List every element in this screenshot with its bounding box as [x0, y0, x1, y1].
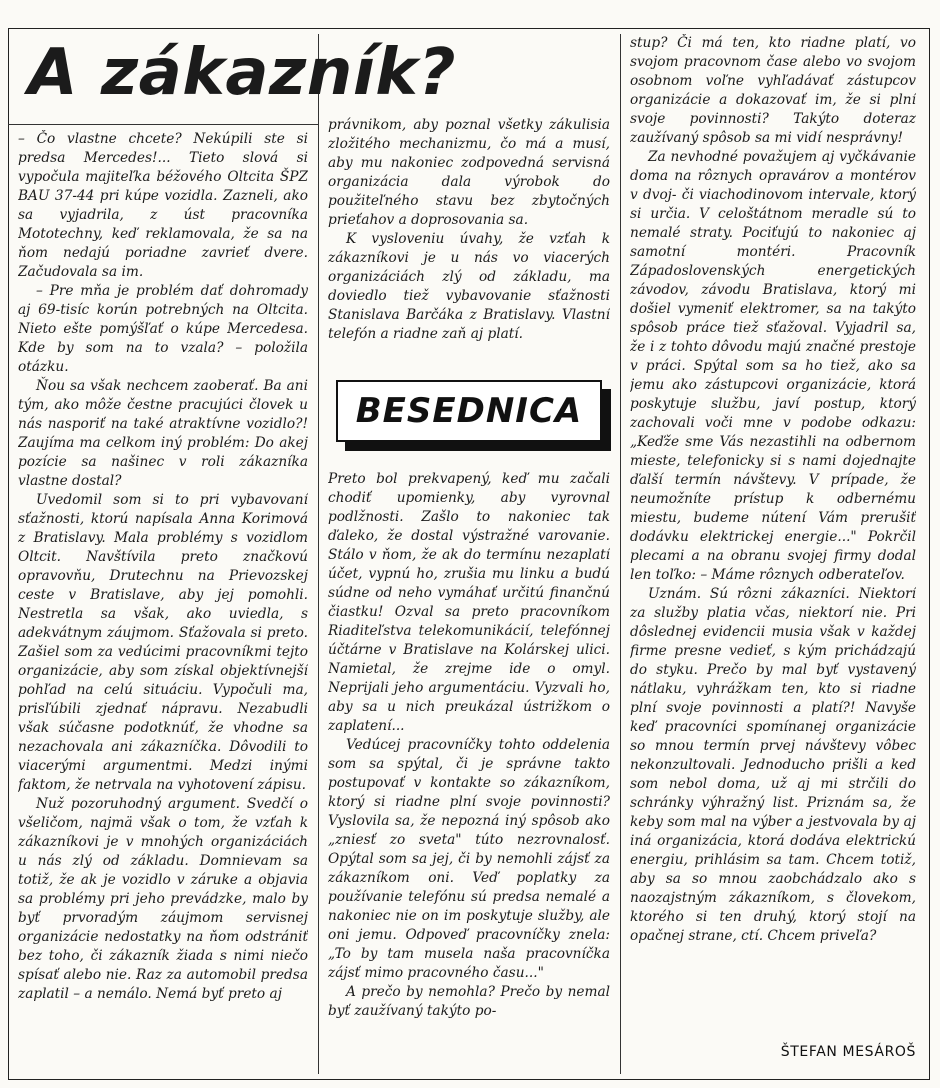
- paragraph: stup? Či má ten, kto riadne platí, vo svojom pracovnom čase alebo vo svojom osobnom voľne vyhľadávať zástupcov organizácie a dokazovať im, že si plní svoje povinnosti? Takýto doteraz zaužívaný spôsob sa mi vidí nesprávny!: [630, 35, 916, 146]
- column-2-bottom: [328, 470, 610, 1070]
- paragraph: Ňou sa však nechcem zaoberať. Ba ani tým, ako môže čestne pracujúci človek u nás nasporiť na také atraktívne vozidlo?! Zaujíma ma celkom iný problém: Do akej pozície sa našinec v roli zákazníka vlastne dostal?: [18, 378, 308, 489]
- author-signature: ŠTEFAN MESÁROŠ: [780, 1044, 916, 1060]
- column-2-top: [328, 116, 610, 362]
- paragraph: K vysloveniu úvahy, že vzťah k zákazníkovi je u nás vo viacerých organizáciách zlý od základu, ma doviedlo tiež vybavovanie sťažnosti Stanislava Barčáka z Bratislavy. Vlastní telefón a riadne zaň aj platí.: [328, 231, 610, 342]
- column-divider-1: [318, 34, 319, 1074]
- paragraph: Preto bol prekvapený, keď mu začali chodiť upomienky, aby vyrovnal podlžnosti. Zašlo to nakoniec tak ďaleko, že dostal výstražné varovanie. Stálo v ňom, že ak do termínu nezaplatí účet, vypnú ho, zrušia mu linku a budú súdne od neho vymáhať určitú finančnú čiastku! Ozval sa preto pracovníkom Riaditeľstva telekomunikácií, telefónnej účtárne v Bratislave na Kolárskej ulici. Namietal, že zrejme ide o omyl. Neprijali jeho argumentáciu. Vyzvali ho, aby sa u nich preukázal ústrižkom o zaplatení...: [328, 471, 610, 734]
- paragraph: Uznám. Sú rôzni zákazníci. Niektorí za služby platia včas, niektorí nie. Pri dôslednej evidencii musia však v každej firme presne vedieť, s kým prichádzajú do styku. Prečo by mal byť vystavený nátlaku, vyhrážkam ten, kto si riadne plní svoje povinnosti a platí?! Navyše keď pracovníci spomínanej organizácie so mnou termín prvej návštevy vôbec nekonzultovali. Jednoducho prišli a keď som nebol doma, už aj mi strčili do schránky výhražný list. Priznám sa, že keby som mal na výber a jestvovala by aj iná organizácia, ktorá dodáva elektrickú energiu, prihlásim sa tam. Chcem totiž, aby sa so mnou zaobchádzalo ako s naozajstným zákazníkom, s človekom, ktorého si ten druhý, ktorý stojí na opačnej strane, ctí. Chcem priveľa?: [630, 586, 916, 944]
- paragraph: právnikom, aby poznal všetky zákulisia zložitého mechanizmu, čo má a musí, aby mu nakoniec zodpovedná servisná organizácia dala výrobok do použiteľného stavu bez zbytočných prieťahov a doprosovania sa.: [328, 117, 610, 228]
- column-3: [630, 34, 916, 1048]
- paragraph: – Čo vlastne chcete? Nekúpili ste si predsa Mercedes!... Tieto slová si vypočula majiteľka béžového Oltcita ŠPZ BAU 37-44 pri kúpe vozidla. Zazneli, ako sa vyjadrila, z úst pracovníka Mototechny, keď reklamovala, že sa na ňom nedajú poriadne zavrieť dvere. Začudovala sa im.: [18, 131, 308, 280]
- headline-rule: [8, 124, 318, 125]
- paragraph: A prečo by nemohla? Prečo by nemal byť zaužívaný takýto po-: [328, 984, 610, 1019]
- headline: A zákazník?: [28, 36, 456, 110]
- column-1: [18, 130, 308, 1060]
- rubric-box: [336, 380, 602, 442]
- rubric-label: BESEDNICA: [355, 391, 583, 431]
- paragraph: Za nevhodné považujem aj vyčkávanie doma na rôznych opravárov a montérov v dvoj- či viachodinovom intervale, ktorý si určia. V celoštátnom meradle sú to nemalé straty. Pociťujú to nakoniec aj samotní montéri. Pracovník Západoslovenských energetických závodov, závodu Bratislava, ktorý mi došiel vymeniť elektromer, sa na takýto spôsob práce tiež sťažoval. Vyjadril sa, že i z tohto dôvodu majú značné prestoje v práci. Spýtal som sa ho tiež, ako sa jemu ako zástupcovi organizácie, ktorá poskytuje službu, javí postup, ktorý zachovali voči mne v podobe odkazu: „Keďže sme Vás nezastihli na odbernom mieste, telefonicky si s nami dojednajte ďalší termín návštevy. V prípade, že neumožníte prístup k odbernému miestu, budeme nútení Vám prerušiť dodávku elektrickej energie..." Pokrčil plecami a na obranu svojej firmy dodal len toľko: – Máme rôznych odberateľov.: [630, 149, 916, 583]
- paragraph: Vedúcej pracovníčky tohto oddelenia som sa spýtal, či je správne takto postupovať v kontakte so zákazníkom, ktorý si riadne plní svoje povinnosti? Vyslovila sa, že nepozná iný spôsob ako „zniesť zo sveta" túto nezrovnalosť. Opýtal som sa jej, či by nemohli zájsť za zákazníkom oni. Veď poplatky za používanie telefónu sú predsa nemalé a nakoniec nie on im poskytuje služby, ale oni jemu. Odpoveď pracovníčky znela: „To by tam musela naša pracovníčka zájsť mimo pracovného času...": [328, 737, 610, 981]
- paragraph: Nuž pozoruhodný argument. Svedčí o všeličom, najmä však o tom, že vzťah k zákazníkovi je v mnohých organizáciách u nás zlý od základu. Domnievam sa totiž, že ak je vozidlo v záruke a objavia sa problémy pri jeho prevádzke, malo by byť prvoradým záujmom servisnej organizácie nedostatky na ňom odstrániť bez toho, či zákazník žiada s nimi niečo spísať alebo nie. Raz za automobil predsa zaplatil – a nemálo. Nemá byť preto aj: [18, 796, 308, 1002]
- paragraph: Uvedomil som si to pri vybavovaní sťažnosti, ktorú napísala Anna Korimová z Bratislavy. Mala problémy s vozidlom Oltcit. Navštívila preto značkovú opravovňu, Drutechnu na Prievozskej ceste v Bratislave, aby jej pomohli. Nestretla sa však, ako uviedla, s adekvátnym záujmom. Sťažovala si preto. Zašiel som za vedúcimi pracovníkmi tejto organizácie, aby som získal objektívnejší pohľad na celú situáciu. Vypočuli ma, prisľúbili zjednať nápravu. Nezabudli však súčasne podotknúť, že vhodne sa nezachovala ani zákazníčka. Dôvodili to viacerými argumentmi. Medzi inými faktom, že netrvala na vyhotovení zápisu.: [18, 492, 308, 793]
- column-divider-2: [620, 34, 621, 1074]
- paragraph: – Pre mňa je problém dať dohromady aj 69-tisíc korún potrebných na Oltcita. Nieto ešte pomýšľať o kúpe Mercedesa. Kde by som na to vzala? – položila otázku.: [18, 283, 308, 375]
